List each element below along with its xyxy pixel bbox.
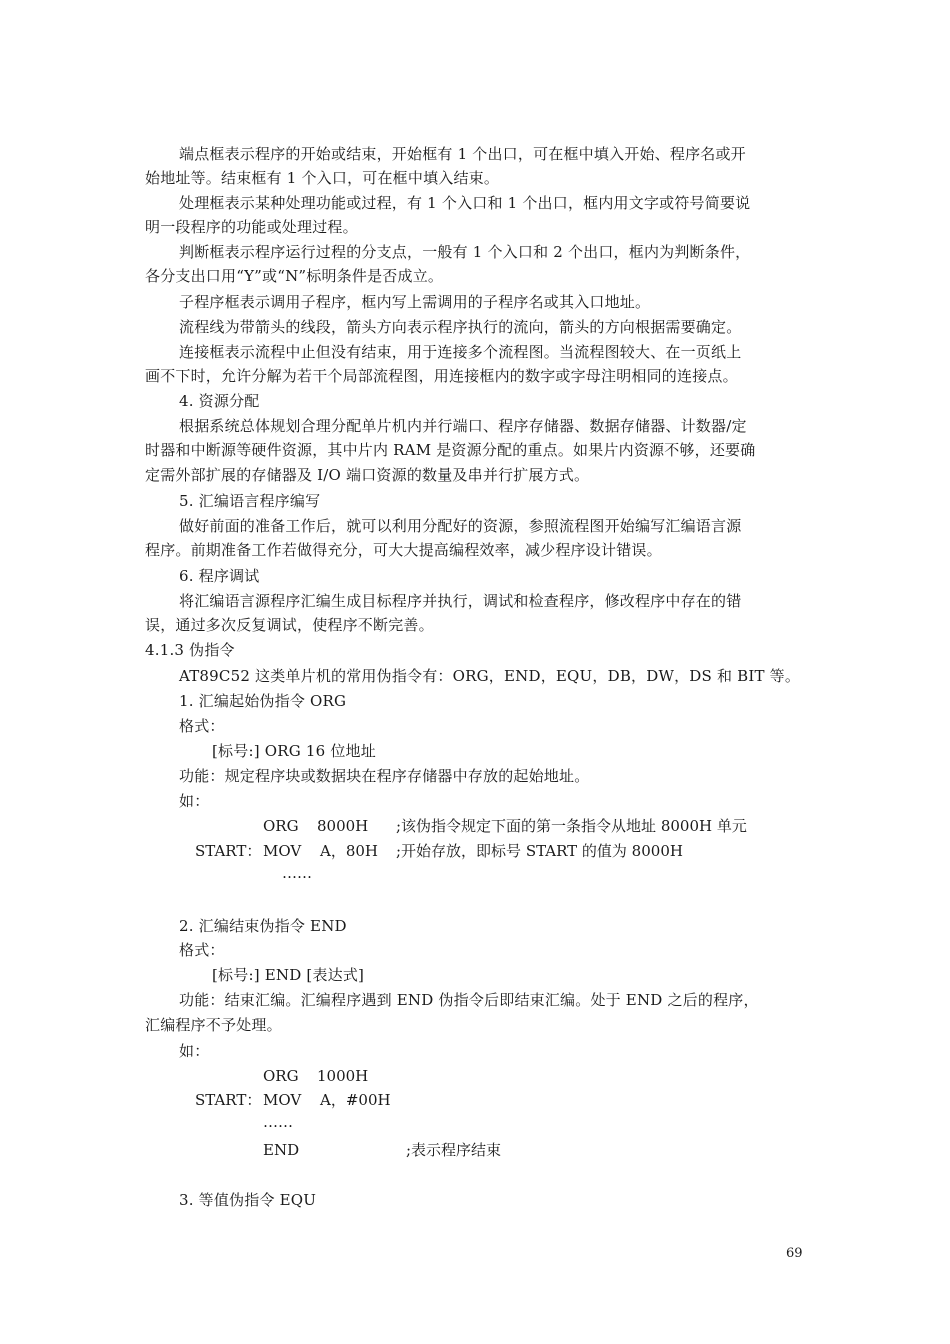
code1-op-mov: MOV xyxy=(263,842,302,860)
paragraph-debugging-cont: 误，通过多次反复调试，使程序不断完善。 xyxy=(145,616,434,634)
code1-label-start: START： xyxy=(195,842,262,860)
code2-op-org: ORG xyxy=(263,1067,299,1085)
paragraph-flow-line: 流程线为带箭头的线段，箭头方向表示程序执行的流向，箭头的方向根据需要确定。 xyxy=(179,318,742,336)
syntax-end: [标号:] END [表达式] xyxy=(212,966,365,984)
heading-debugging: 6. 程序调试 xyxy=(179,567,260,585)
paragraph-resource-cont1: 时器和中断源等硬件资源，其中片内 RAM 是资源分配的重点。如果片内资源不够，还要确 xyxy=(145,441,756,459)
paragraph-terminal-box-cont: 始地址等。结束框有 1 个入口，可在框中填入结束。 xyxy=(145,169,500,187)
function-end: 功能：结束汇编。汇编程序遇到 END 伪指令后即结束汇编。处于 END 之后的程序， xyxy=(179,991,759,1009)
syntax-org: [标号:] ORG 16 位地址 xyxy=(212,742,376,760)
paragraph-process-box-cont: 明一段程序的功能或处理过程。 xyxy=(145,218,358,236)
code2-ellipsis: …… xyxy=(263,1113,293,1131)
code1-comment-2: ;开始存放，即标号 START 的值为 8000H xyxy=(396,842,683,860)
heading-assembly-writing: 5. 汇编语言程序编写 xyxy=(179,492,321,510)
paragraph-pseudo-list: AT89C52 这类单片机的常用伪指令有：ORG，END，EQU，DB，DW，DS 和 BIT 等。 xyxy=(179,667,801,685)
paragraph-connector-box-cont: 画不下时，允许分解为若干个局部流程图，用连接框内的数字或字母注明相同的连接点。 xyxy=(145,367,738,385)
paragraph-writing: 做好前面的准备工作后，就可以利用分配好的资源，参照流程图开始编写汇编语言源 xyxy=(179,517,742,535)
heading-equ: 3. 等值伪指令 EQU xyxy=(179,1191,317,1209)
code2-label-start: START： xyxy=(195,1091,262,1109)
code1-ellipsis: …… xyxy=(282,864,312,882)
function-end-cont: 汇编程序不予处理。 xyxy=(145,1016,282,1034)
label-example-org: 如： xyxy=(179,792,210,810)
paragraph-process-box: 处理框表示某种处理功能或过程，有 1 个入口和 1 个出口，框内用文字或符号简要说 xyxy=(179,194,751,212)
code2-op-mov: MOV xyxy=(263,1091,302,1109)
heading-org: 1. 汇编起始伪指令 ORG xyxy=(179,692,347,710)
label-format-end: 格式： xyxy=(179,941,225,959)
code2-op-end: END xyxy=(263,1141,300,1159)
code2-arg-a00h: A，#00H xyxy=(320,1091,391,1109)
label-example-end: 如： xyxy=(179,1042,210,1060)
code1-op-org: ORG xyxy=(263,817,299,835)
heading-end: 2. 汇编结束伪指令 END xyxy=(179,917,347,935)
paragraph-debugging: 将汇编语言源程序汇编生成目标程序并执行，调试和检查程序，修改程序中存在的错 xyxy=(179,592,742,610)
paragraph-decision-box: 判断框表示程序运行过程的分支点，一般有 1 个入口和 2 个出口，框内为判断条件， xyxy=(179,243,751,261)
paragraph-connector-box: 连接框表示流程中止但没有结束，用于连接多个流程图。当流程图较大、在一页纸上 xyxy=(179,343,742,361)
label-format-org: 格式： xyxy=(179,717,225,735)
paragraph-subroutine-box: 子程序框表示调用子程序，框内写上需调用的子程序名或其入口地址。 xyxy=(179,293,651,311)
code1-arg-a80h: A，80H xyxy=(320,842,379,860)
paragraph-writing-cont: 程序。前期准备工作若做得充分，可大大提高编程效率，减少程序设计错误。 xyxy=(145,541,662,559)
paragraph-terminal-box: 端点框表示程序的开始或结束，开始框有 1 个出口，可在框中填入开始、程序名或开 xyxy=(179,145,746,163)
function-org: 功能：规定程序块或数据块在程序存储器中存放的起始地址。 xyxy=(179,767,590,785)
paragraph-resource-cont2: 定需外部扩展的存储器及 I/O 端口资源的数量及串并行扩展方式。 xyxy=(145,466,590,484)
code2-comment-end: ;表示程序结束 xyxy=(406,1141,502,1159)
page-number: 69 xyxy=(786,1246,803,1261)
code2-arg-1000h: 1000H xyxy=(317,1067,369,1085)
code1-arg-8000h: 8000H xyxy=(317,817,369,835)
heading-resource-allocation: 4. 资源分配 xyxy=(179,392,260,410)
paragraph-resource: 根据系统总体规划合理分配单片机内并行端口、程序存储器、数据存储器、计数器/定 xyxy=(179,417,747,435)
heading-pseudo-instructions: 4.1.3 伪指令 xyxy=(145,641,235,659)
paragraph-decision-box-cont: 各分支出口用“Y”或“N”标明条件是否成立。 xyxy=(145,267,444,285)
code1-comment-1: ;该伪指令规定下面的第一条指令从地址 8000H 单元 xyxy=(396,817,747,835)
